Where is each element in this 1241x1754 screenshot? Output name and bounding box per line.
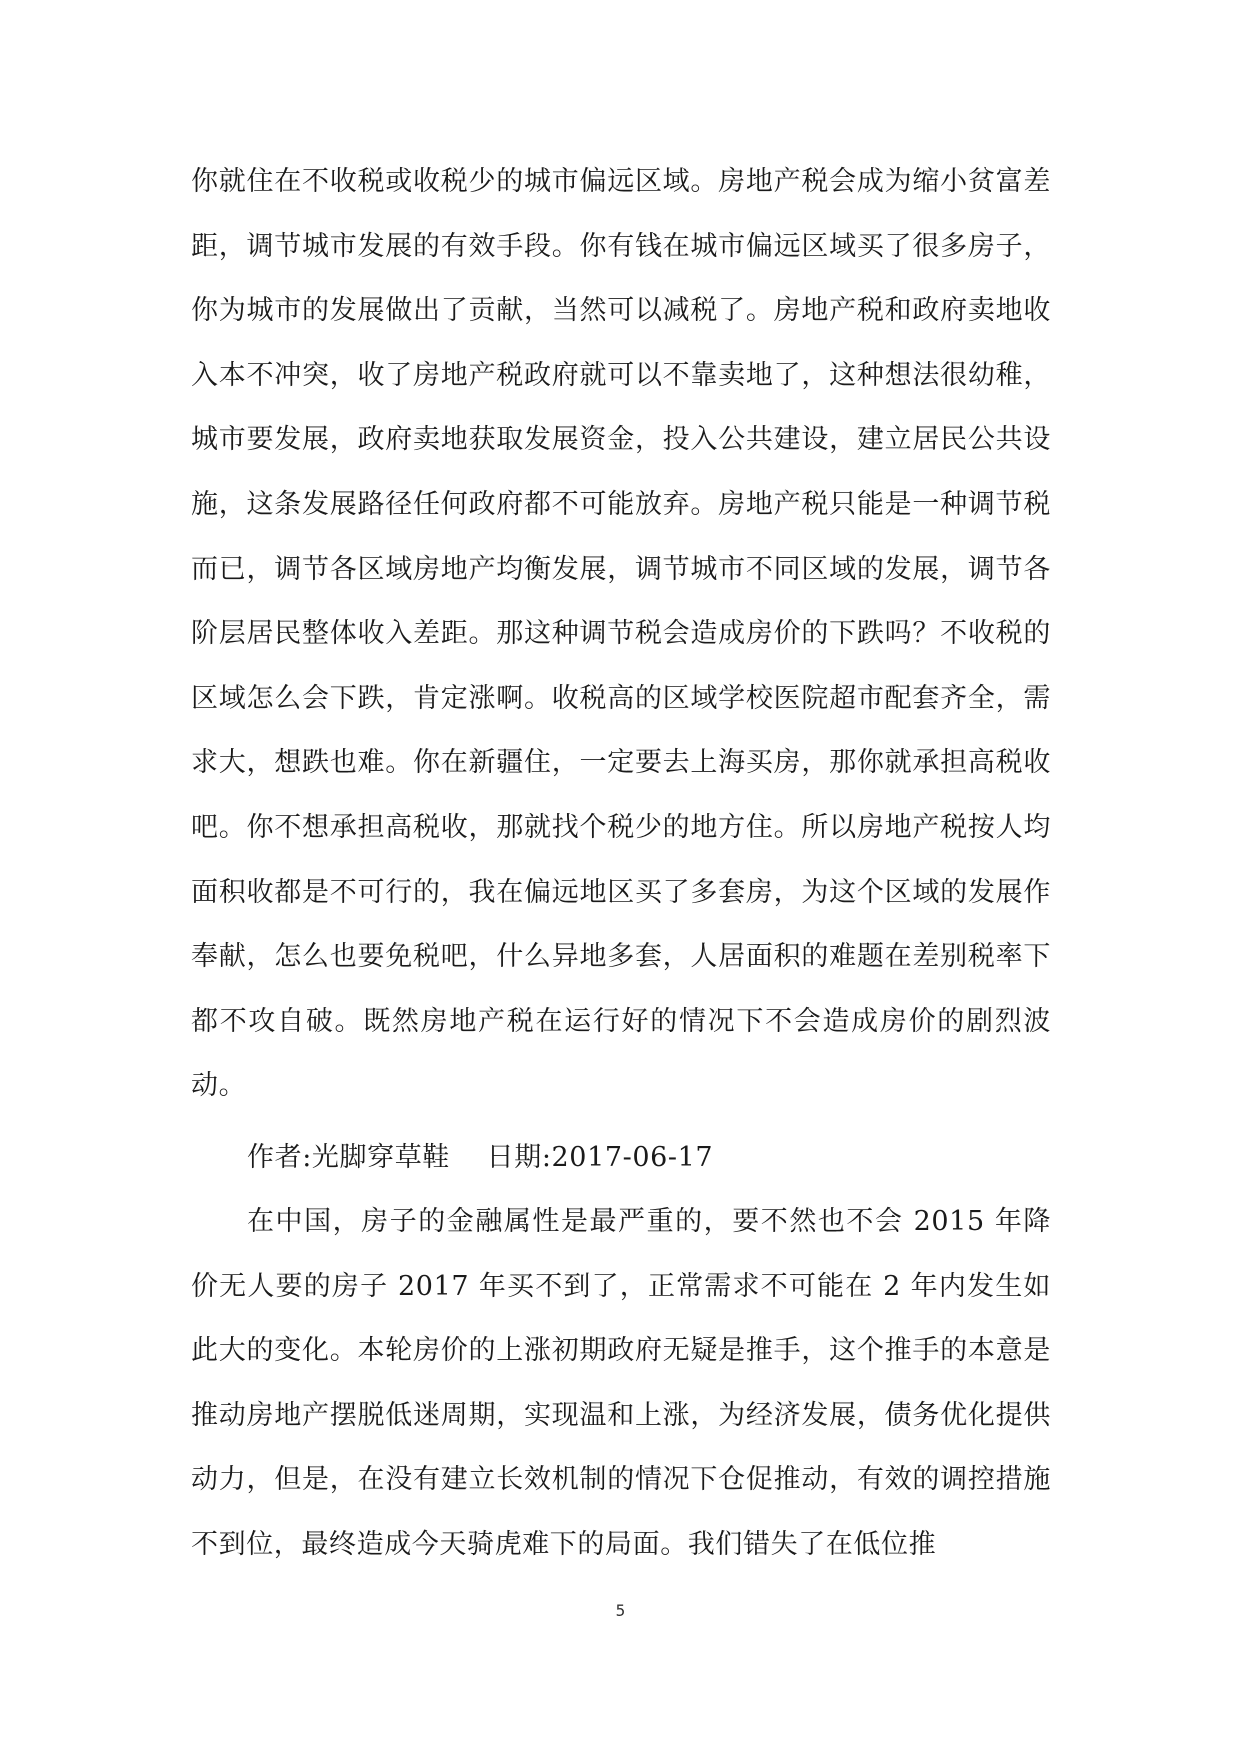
paragraph-text: 你就住在不收税或收税少的城市偏远区域。房地产税会成为缩小贫富差距，调节城市发展的有效手段。你有钱在城市偏远区域买了很多房子，你为城市的发展做出了贡献，当然可以减税了。房地产税和政府卖地收入本不冲突，收了房地产税政府就可以不靠卖地了，这种想法很幼稚，城市要发展，政府卖地获取发展资金，投入公共建设，建立居民公共设施，这条发展路径任何政府都不可能放弃。房地产税只能是一种调节税而已，调节各区域房地产均衡发展，调节城市不同区域的发展，调节各阶层居民整体收入差距。那这种调节税会造成房价的下跌吗？不收税的区域怎么会下跌，肯定涨啊。收税高的区域学校医院超市配套齐全，需求大，想跌也难。你在新疆住，一定要去上海买房，那你就承担高税收吧。你不想承担高税收，那就找个税少的地方住。所以房地产税按人均面积收都是不可行的，我在偏远地区买了多套房，为这个区域的发展作奉献，怎么也要免税吧，什么异地多套，人居面积的难题在差别税率下都不攻自破。既然房地产税在运行好的情况下不会造成房价的剧烈波动。 [191,166,1051,1102]
body-paragraph [191,150,1051,1119]
author-date-line: 作者:光脚穿草鞋 日期:2017-06-17 [247,1142,714,1173]
page-number: 5 [615,1601,626,1620]
paragraph-text: 在中国，房子的金融属性是最严重的，要不然也不会 2015 年降价无人要的房子 2017 年买不到了，正常需求不可能在 2 年内发生如此大的变化。本轮房价的上涨初期政府无疑是推手，这个推手的本意是推动房地产摆脱低迷周期，实现温和上涨，为经济发展，债务优化提供动力，但是，在没有建立长效机制的情况下仓促推动，有效的调控措施不到位，最终造成今天骑虎难下的局面。我们错失了在低位推 [191,1206,1051,1560]
body-paragraph [191,1190,1051,1578]
